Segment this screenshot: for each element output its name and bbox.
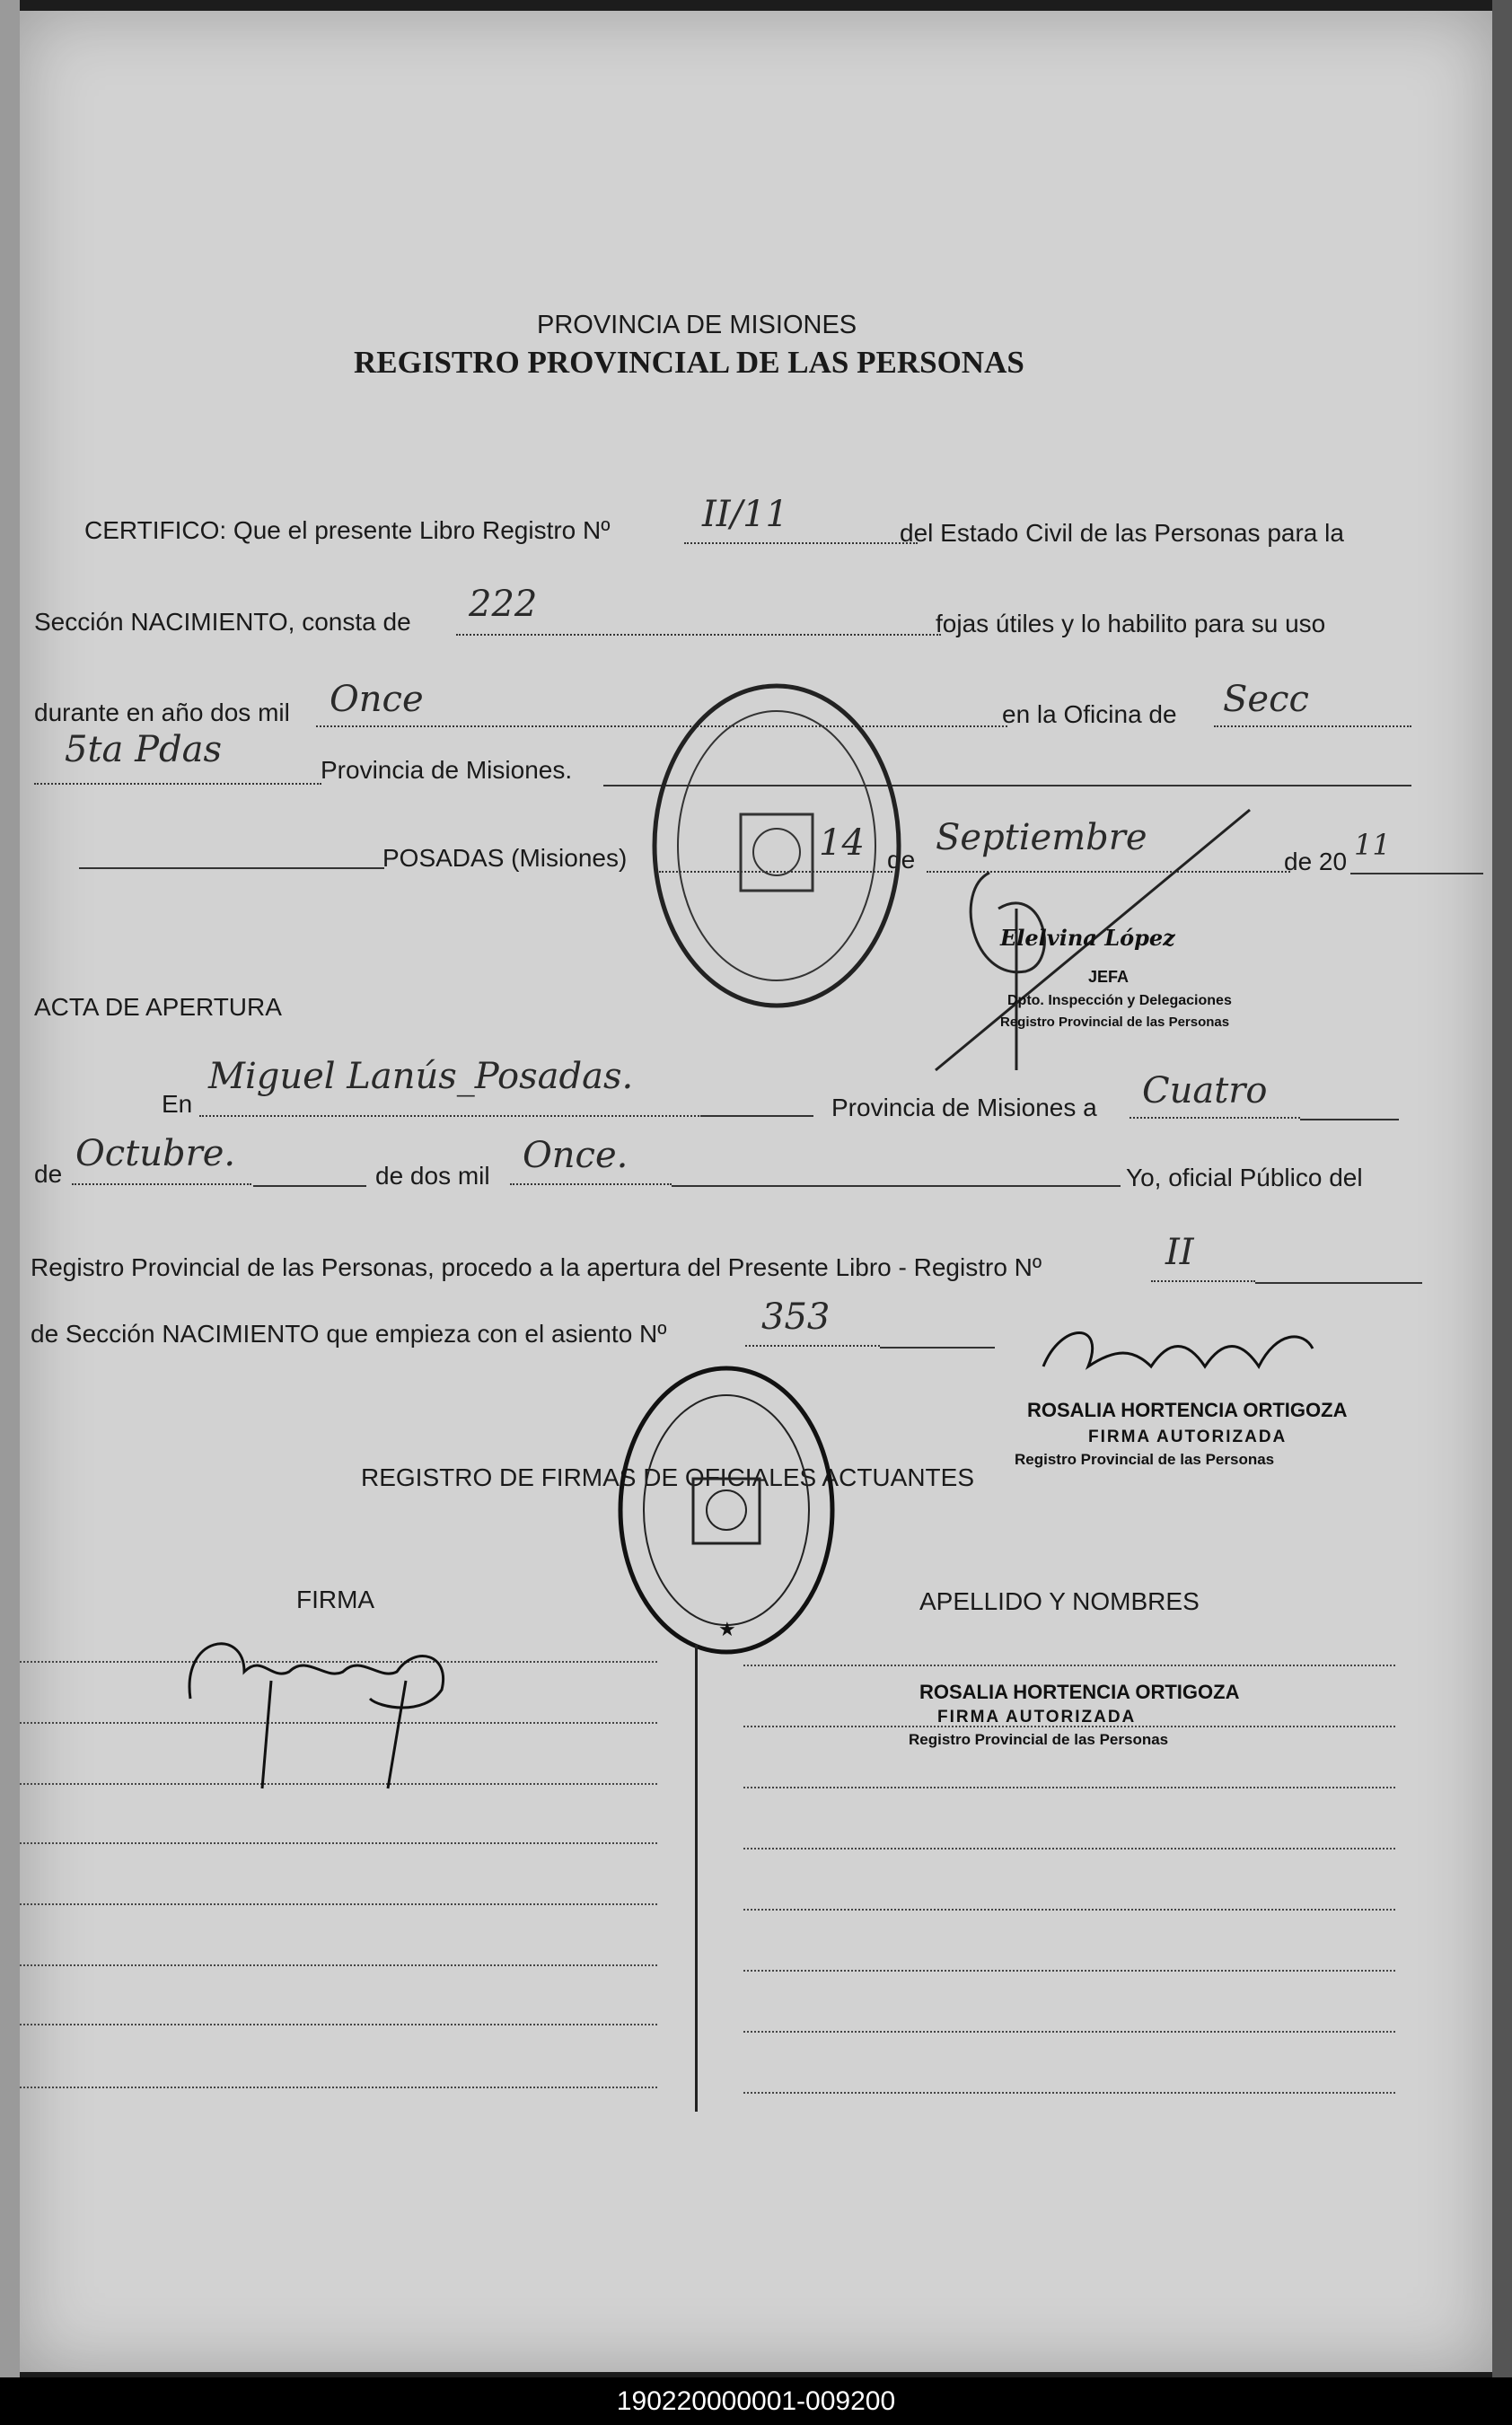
seccion-prefix: Sección NACIMIENTO, consta de (34, 608, 411, 636)
entry-org: Registro Provincial de las Personas (909, 1731, 1169, 1748)
fojas-handwritten: 222 (469, 584, 538, 625)
lugar-line (702, 1115, 813, 1117)
de-year-label: de 20 (1284, 848, 1348, 875)
nombre-row-line (743, 2092, 1395, 2094)
column-separator (695, 1645, 698, 2112)
dia-handwritten: 14 (819, 822, 865, 864)
asiento-line (880, 1347, 995, 1349)
nombre-row-line (743, 1665, 1395, 1666)
mes-handwritten: Septiembre (936, 817, 1147, 858)
acta-de-label: de (34, 1160, 63, 1188)
nombre-row-line (743, 1909, 1395, 1911)
document-id-footer: 190220000001-009200 (0, 2377, 1512, 2425)
registry-title: REGISTRO PROVINCIAL DE LAS PERSONAS (354, 345, 1024, 380)
firma1-name: ROSALIA HORTENCIA ORTIGOZA (1027, 1399, 1348, 1421)
acta-heading: ACTA DE APERTURA (34, 993, 282, 1021)
registro-heading: REGISTRO DE FIRMAS DE OFICIALES ACTUANTES (361, 1463, 974, 1491)
col-firma: FIRMA (296, 1586, 375, 1613)
certifico-prefix: CERTIFICO: Que el presente Libro Registro Nº (84, 516, 611, 544)
supervisor-org: Registro Provincial de las Personas (1000, 1015, 1230, 1030)
year-handwritten: 11 (1354, 828, 1391, 862)
posadas-label: POSADAS (Misiones) (382, 844, 628, 872)
libro-dotted-line (684, 542, 918, 544)
acta-yo-label: Yo, oficial Público del (1126, 1164, 1363, 1191)
de-label-1: de (887, 846, 916, 874)
acta-dia-handwritten: Cuatro (1142, 1070, 1268, 1111)
firma1-title: FIRMA AUTORIZADA (1088, 1428, 1288, 1446)
firma-row-line (20, 1964, 657, 1966)
svg-text:★: ★ (718, 1619, 736, 1641)
acta-mes-dotted-line (72, 1183, 251, 1185)
acta-libro-line (1255, 1282, 1422, 1284)
acta-dos-mil-label: de dos mil (375, 1162, 490, 1190)
anio-prefix: durante en año dos mil (34, 699, 290, 726)
oficina-cont-dotted-line (34, 783, 321, 785)
lugar-dotted-line (199, 1115, 702, 1117)
firma-row-line (20, 2087, 657, 2088)
asiento-handwritten: 353 (761, 1296, 831, 1338)
oficina-dotted-line (1214, 725, 1411, 727)
document-page (20, 11, 1492, 2372)
acta-libro-dotted-line (1151, 1280, 1255, 1282)
acta-dia-dotted-line (1130, 1117, 1300, 1119)
acta-anio-line (672, 1185, 1121, 1187)
nombre-row-line (743, 1970, 1395, 1972)
firma-row-line (20, 2024, 657, 2025)
supervisor-dept: Dpto. Inspección y Delegaciones (1007, 993, 1232, 1008)
entry-title: FIRMA AUTORIZADA (937, 1708, 1137, 1726)
certifico-suffix: del Estado Civil de las Personas para la (900, 519, 1344, 547)
oficina-label: en la Oficina de (1002, 700, 1177, 728)
acta-libro-handwritten: II (1165, 1232, 1194, 1273)
acta-anio-handwritten: Once. (523, 1135, 629, 1176)
firma-row-line (20, 1842, 657, 1844)
lugar-handwritten: Miguel Lanús_Posadas. (208, 1056, 634, 1097)
nombre-row-line (743, 1787, 1395, 1788)
signature-1 (1034, 1313, 1322, 1393)
page-left-edge (0, 0, 20, 2425)
entry-name: ROSALIA HORTENCIA ORTIGOZA (919, 1681, 1240, 1703)
fojas-dotted-line (456, 634, 941, 636)
round-seal-stamp-1 (646, 675, 907, 1016)
nombre-row-line (743, 1848, 1395, 1850)
province-title: PROVINCIA DE MISIONES (537, 311, 857, 339)
acta-mes-line (253, 1185, 366, 1187)
libro-number-handwritten: II/11 (702, 494, 788, 535)
acta-line3: Registro Provincial de las Personas, procedo a la apertura del Presente Libro - Registro Nº (31, 1253, 1042, 1281)
acta-mes-handwritten: Octubre. (75, 1133, 236, 1174)
asiento-dotted-line (745, 1345, 880, 1347)
seccion-suffix: fojas útiles y lo habilito para su uso (936, 610, 1326, 637)
supervisor-role: JEFA (1088, 968, 1130, 986)
provincia-label: Provincia de Misiones. (321, 756, 573, 784)
supervisor-name: Elelvina López (1000, 925, 1175, 951)
page-right-edge (1492, 0, 1512, 2425)
acta-provincia-label: Provincia de Misiones a (831, 1094, 1097, 1121)
firma1-org: Registro Provincial de las Personas (1015, 1451, 1275, 1468)
round-seal-stamp-2 (614, 1357, 839, 1663)
acta-anio-dotted-line (510, 1183, 672, 1185)
anio-handwritten: Once (330, 679, 424, 720)
signature-2 (163, 1618, 487, 1797)
year-line (1350, 873, 1483, 874)
acta-en-label: En (162, 1090, 193, 1118)
firma-row-line (20, 1903, 657, 1905)
col-nombres: APELLIDO Y NOMBRES (919, 1587, 1200, 1615)
oficina-cont-handwritten: 5ta Pdas (65, 729, 222, 770)
posadas-blank-line (79, 867, 384, 869)
nombre-row-line (743, 2031, 1395, 2033)
acta-line4: de Sección NACIMIENTO que empieza con el asiento Nº (31, 1320, 667, 1348)
oficina-handwritten: Secc (1223, 679, 1309, 720)
acta-dia-line (1300, 1119, 1399, 1120)
